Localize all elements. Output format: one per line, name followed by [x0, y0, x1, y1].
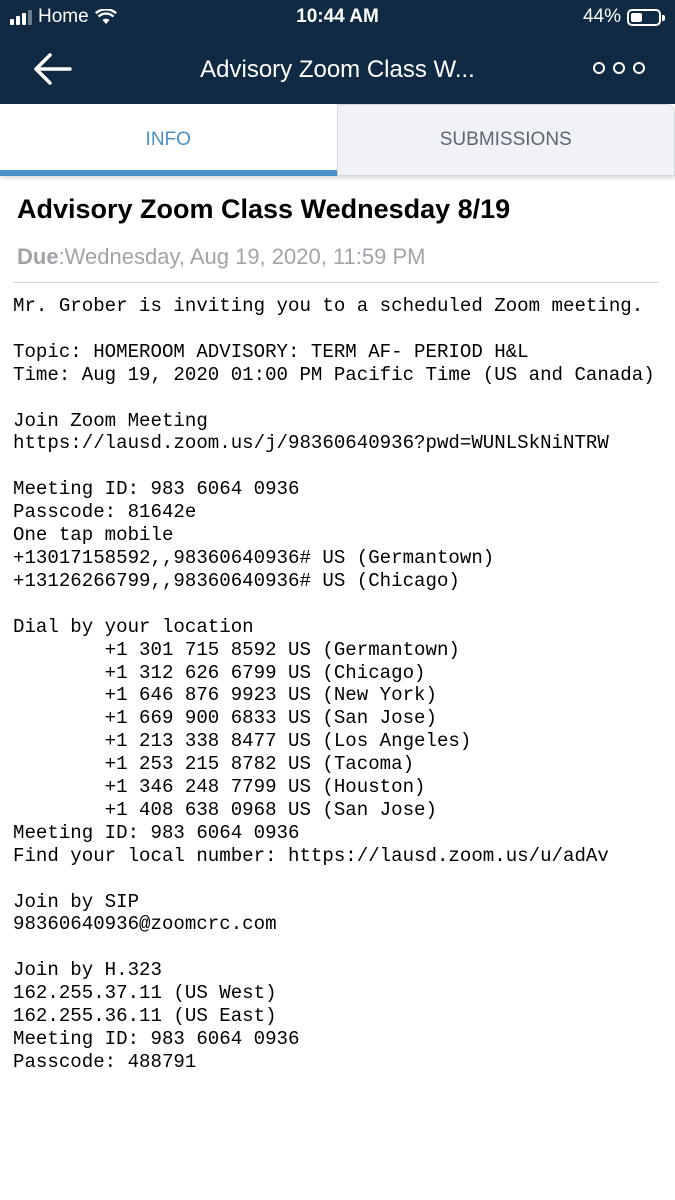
assignment-title: Advisory Zoom Class Wednesday 8/19 — [17, 194, 511, 224]
tab-info-label: INFO — [145, 129, 191, 150]
status-right — [583, 6, 661, 28]
navigation-bar — [0, 36, 675, 104]
carrier-label: Home — [38, 6, 89, 27]
assignment-info — [0, 176, 675, 1200]
battery-percent: 44% — [582, 6, 621, 27]
tab-bar — [0, 104, 675, 176]
more-dots-icon — [593, 62, 605, 74]
tab-info[interactable] — [0, 104, 337, 176]
due-label: Due — [17, 244, 59, 269]
status-bar — [0, 0, 675, 36]
status-time: 10:44 AM — [296, 6, 379, 27]
divider — [14, 282, 658, 283]
tab-submissions-label: SUBMISSIONS — [439, 129, 572, 150]
more-options-button[interactable] — [593, 62, 645, 74]
due-value: :Wednesday, Aug 19, 2020, 11:59 PM — [58, 244, 426, 269]
tab-submissions[interactable] — [337, 104, 675, 176]
page-title: Advisory Zoom Class W... — [200, 56, 475, 83]
assignment-description: Mr. Grober is inviting you to a scheduled Zoom meeting. Topic: HOMEROOM ADVISORY: TERM AF- PERIOD H&L Time: Aug 19, 2020 01:00 PM Pacific Time (US and Canada) Join Zoom Meeting https://lausd.zoom.us/j/98360640936?pwd=WUNLSkNiNTRW Meeting ID: 983 6064 0936 Passcode: 81642e One tap mobile +13017158592,,98360640936# US (Germantown) +13126266799,,98360640936# US (Chicago) Dial by your location +1 301 715 8592 US (Germantown) +1 312 626 6799 US (Chicago) +1 646 876 9923 US (New York) +1 669 900 6833 US (San Jose) +1 213 338 8477 US (Los Angeles) +1 253 215 8782 US (Tacoma) +1 346 248 7799 US (Houston) +1 408 638 0968 US (San Jose) Meeting ID: 983 6064 0936 Find your local number: https://lausd.zoom.us/u/adAv Join by SIP 98360640936@zoomcrc.com Join by H.323 162.255.37.11 (US West) 162.255.36.11 (US East) Meeting ID: 983 6064 0936 Passcode: 488791 — [13, 295, 655, 1073]
due-date — [17, 244, 425, 270]
app-header — [0, 0, 675, 104]
battery-icon — [627, 9, 661, 26]
